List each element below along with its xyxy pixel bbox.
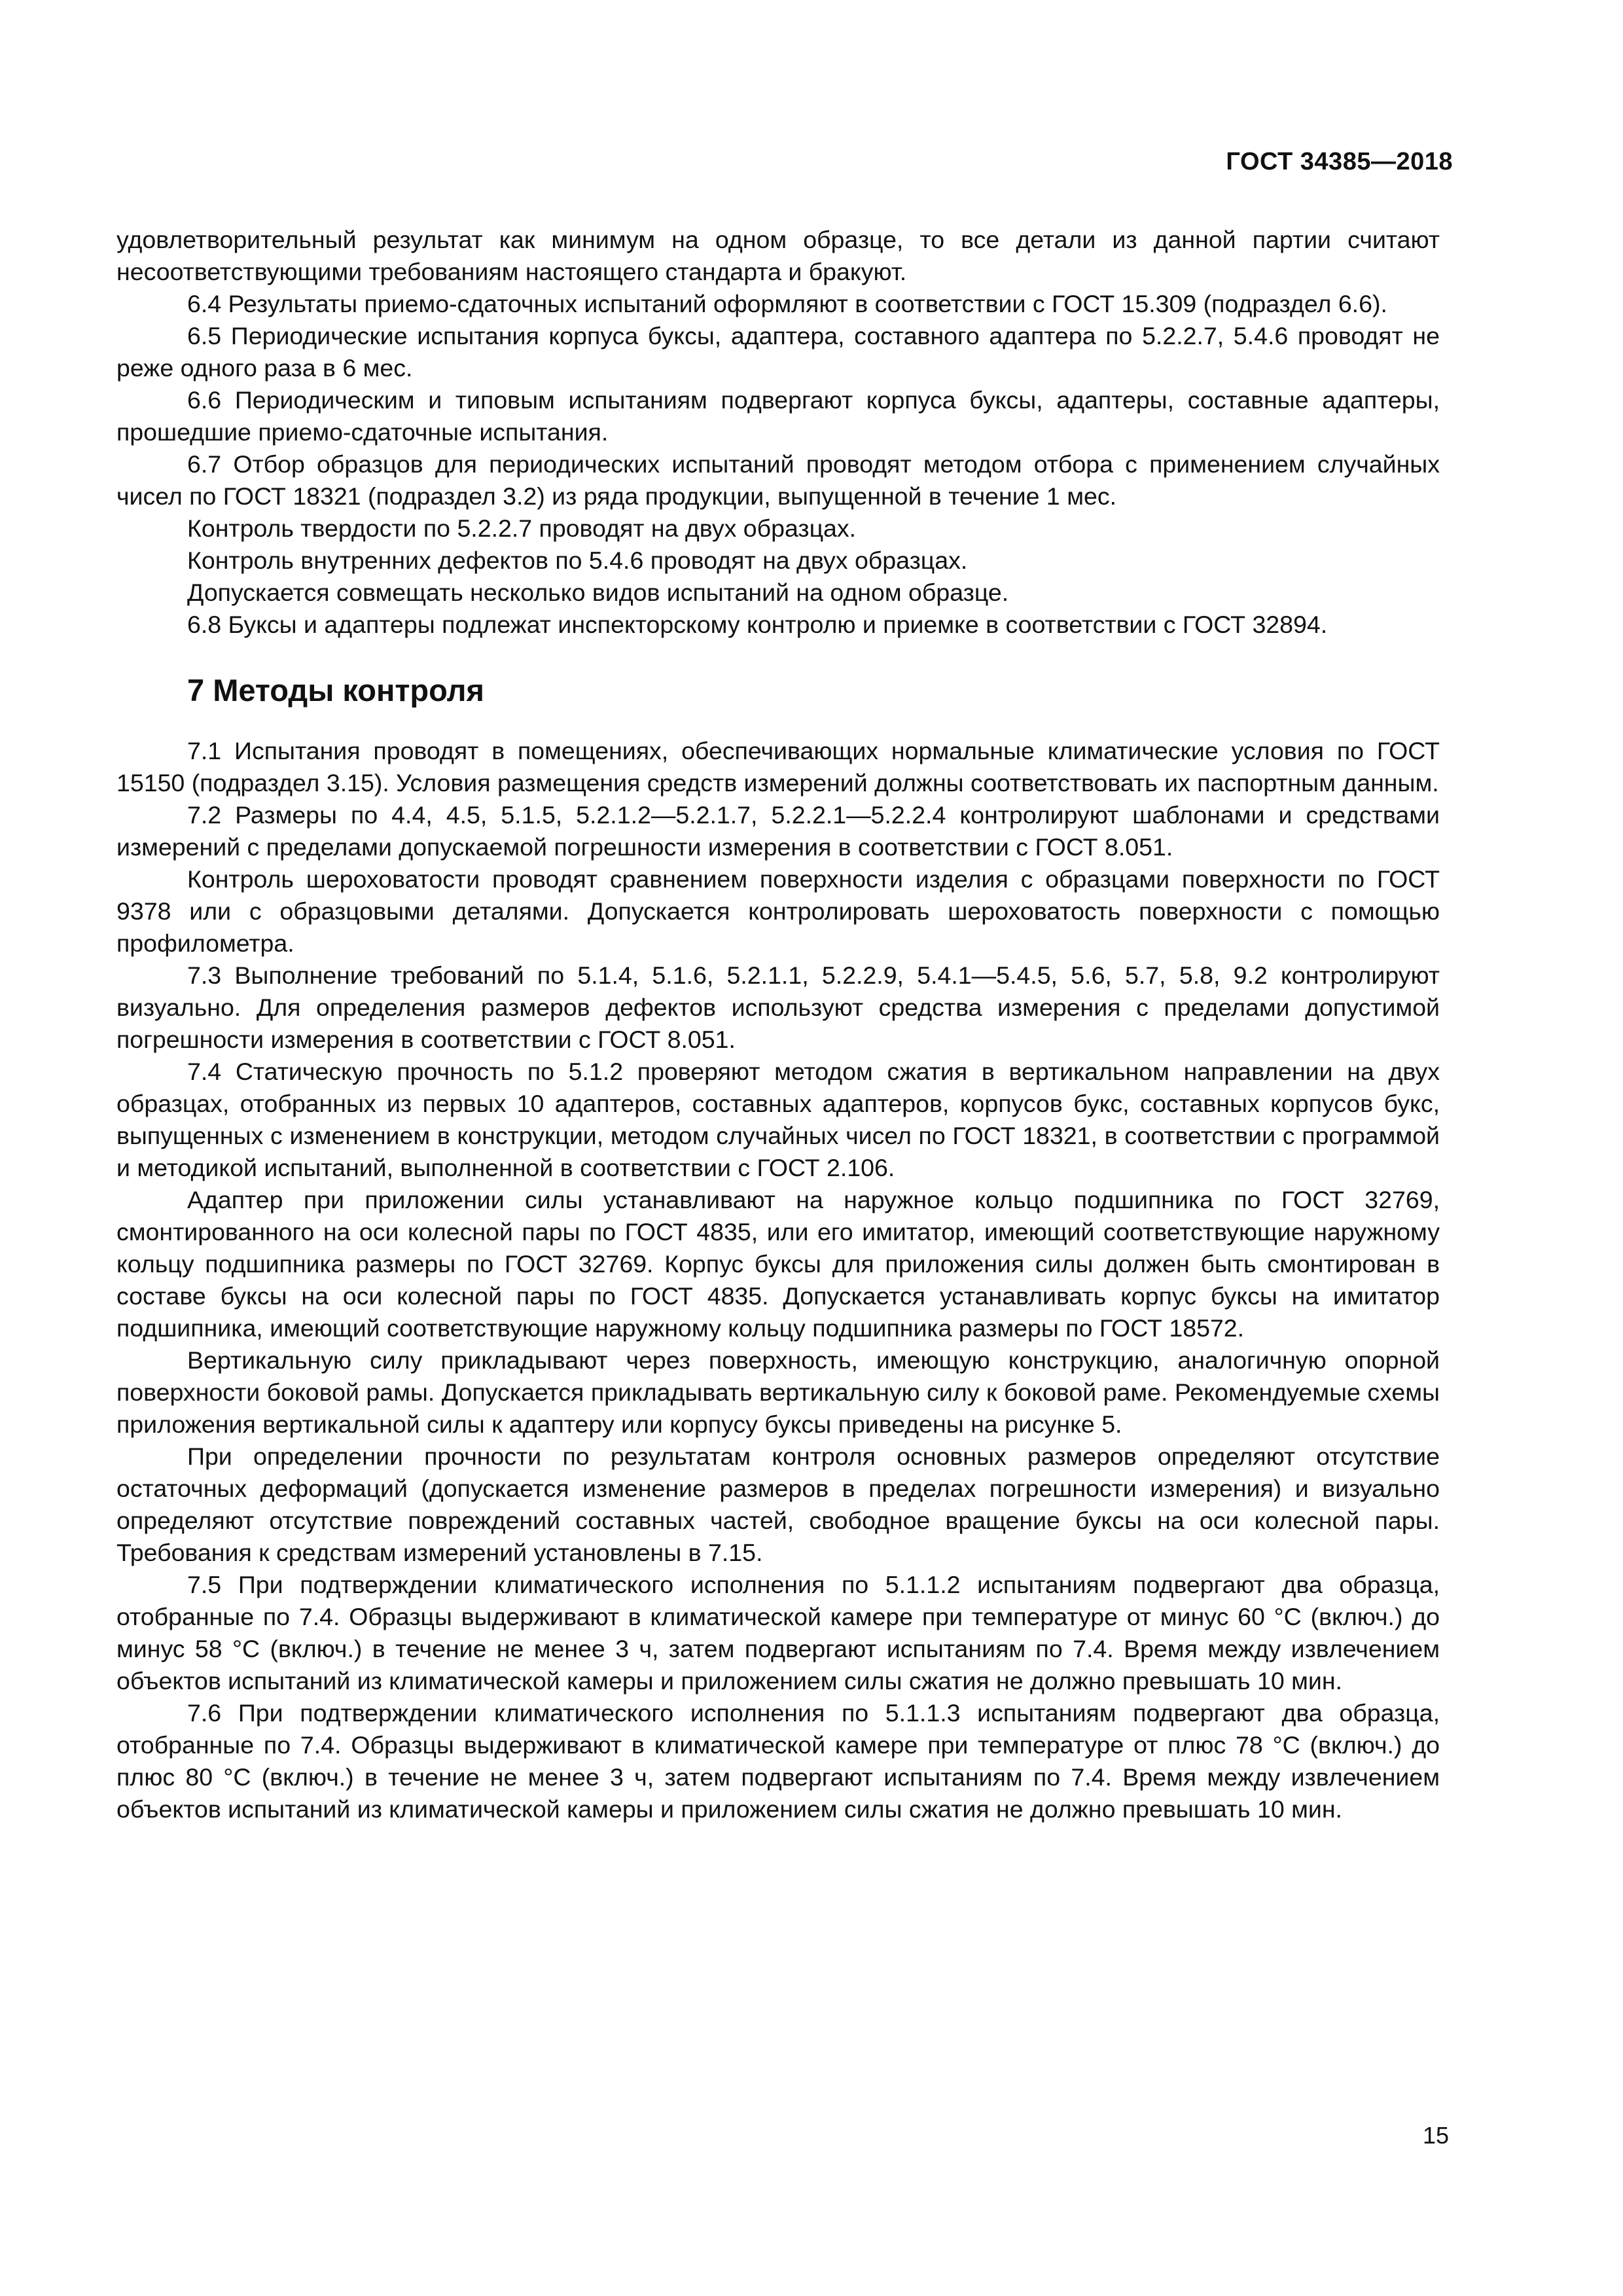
paragraph-7-4: 7.4 Статическую прочность по 5.1.2 проверяют методом сжатия в вертикальном направлении на двух образцах, отобранных из первых 10 адаптеров, составных адаптеров, корпусов букс, составных корпусов букс, выпущенных с изменением в конструкции, методом случайных чисел по ГОСТ 18321, в соответствии с программой и методикой испытаний, выполненной в соответствии с ГОСТ 2.106.	[116, 1058, 1440, 1181]
paragraph-6-7-defects: Контроль внутренних дефектов по 5.4.6 проводят на двух образцах.	[187, 547, 968, 574]
paragraph-7-3: 7.3 Выполнение требований по 5.1.4, 5.1.6, 5.2.1.1, 5.2.2.9, 5.4.1—5.4.5, 5.6, 5.7, 5.8, 9.2 контролируют визуально. Для определения размеров дефектов используют средства измерения с пределами допустимой погрешности измерения в соответствии с ГОСТ 8.051.	[116, 961, 1440, 1053]
paragraph-continuation: удовлетворительный результат как минимум на одном образце, то все детали из данной партии считают несоответствующими требованиям настоящего стандарта и бракуют.	[116, 226, 1440, 285]
paragraph-6-6: 6.6 Периодическим и типовым испытаниям подвергают корпуса буксы, адаптеры, составные адаптеры, прошедшие приемо-сдаточные испытания.	[116, 386, 1440, 446]
paragraph-7-5: 7.5 При подтверждении климатического исполнения по 5.1.1.2 испытаниям подвергают два образца, отобранные по 7.4. Образцы выдерживают в климатической камере при температуре от минус 60 °С (включ.) до минус 58 °С (включ.) в течение не менее 3 ч, затем подвергают испытаниям по 7.4. Время между извлечением объектов испытаний из климатической камеры и приложением силы сжатия не должно превышать 10 мин.	[116, 1571, 1440, 1695]
page-number: 15	[1422, 2122, 1449, 2149]
paragraph-7-2-roughness: Контроль шероховатости проводят сравнением поверхности изделия с образцами поверхности по ГОСТ 9378 или с образцовыми деталями. Допускается контролировать шероховатость поверхности с помощью профилометра.	[116, 865, 1440, 957]
paragraph-7-4-vertical-force: Вертикальную силу прикладывают через поверхность, имеющую конструкцию, аналогичную опорной поверхности боковой рамы. Допускается прикладывать вертикальную силу к боковой раме. Рекомендуемые схемы приложения вертикальной силы к адаптеру или корпусу буксы приведены на рисунке 5.	[116, 1346, 1440, 1438]
paragraph-6-7-hardness: Контроль твердости по 5.2.2.7 проводят на двух образцах.	[187, 514, 857, 542]
paragraph-7-6: 7.6 При подтверждении климатического исполнения по 5.1.1.3 испытаниям подвергают два образца, отобранные по 7.4. Образцы выдерживают в климатической камере при температуре от плюс 78 °С (включ.) до плюс 80 °С (включ.) в течение не менее 3 ч, затем подвергают испытаниям по 7.4. Время между извлечением объектов испытаний из климатической камеры и приложением силы сжатия не должно превышать 10 мин.	[116, 1699, 1440, 1823]
paragraph-7-4-strength: При определении прочности по результатам контроля основных размеров определяют отсутствие остаточных деформаций (допускается изменение размеров в пределах погрешности измерения) и визуально определяют отсутствие повреждений составных частей, свободное вращение буксы на оси колесной пары. Требования к средствам измерений установлены в 7.15.	[116, 1443, 1440, 1566]
paragraph-7-4-adapter: Адаптер при приложении силы устанавливают на наружное кольцо подшипника по ГОСТ 32769, смонтированного на оси колесной пары по ГОСТ 4835, или его имитатор, имеющий соответствующие наружному кольцу подшипника размеры по ГОСТ 32769. Корпус буксы для приложения силы должен быть смонтирован в составе буксы на оси колесной пары по ГОСТ 4835. Допускается устанавливать корпус буксы на имитатор подшипника, имеющий соответствующие наружному кольцу подшипника размеры по ГОСТ 18572.	[116, 1186, 1440, 1342]
section-7-heading: 7 Методы контроля	[187, 673, 484, 708]
paragraph-6-8: 6.8 Буксы и адаптеры подлежат инспекторскому контролю и приемке в соответствии с ГОСТ 32894.	[187, 611, 1328, 638]
document-code-header: ГОСТ 34385—2018	[1226, 148, 1453, 175]
paragraph-6-5: 6.5 Периодические испытания корпуса буксы, адаптера, составного адаптера по 5.2.2.7, 5.4.6 проводят не реже одного раза в 6 мес.	[116, 322, 1440, 382]
paragraph-7-2: 7.2 Размеры по 4.4, 4.5, 5.1.5, 5.2.1.2—5.2.1.7, 5.2.2.1—5.2.2.4 контролируют шаблонами и средствами измерений с пределами допускаемой погрешности измерения в соответствии с ГОСТ 8.051.	[116, 801, 1440, 861]
page-body	[116, 224, 1440, 1825]
paragraph-6-4: 6.4 Результаты приемо-сдаточных испытаний оформляют в соответствии с ГОСТ 15.309 (подраздел 6.6).	[187, 290, 1387, 317]
paragraph-6-7-combine: Допускается совмещать несколько видов испытаний на одном образце.	[187, 579, 1009, 606]
paragraph-6-7: 6.7 Отбор образцов для периодических испытаний проводят методом отбора с применением случайных чисел по ГОСТ 18321 (подраздел 3.2) из ряда продукции, выпущенной в течение 1 мес.	[116, 450, 1440, 510]
paragraph-7-1: 7.1 Испытания проводят в помещениях, обеспечивающих нормальные климатические условия по ГОСТ 15150 (подраздел 3.15). Условия размещения средств измерений должны соответствовать их паспортным данным.	[116, 737, 1440, 797]
